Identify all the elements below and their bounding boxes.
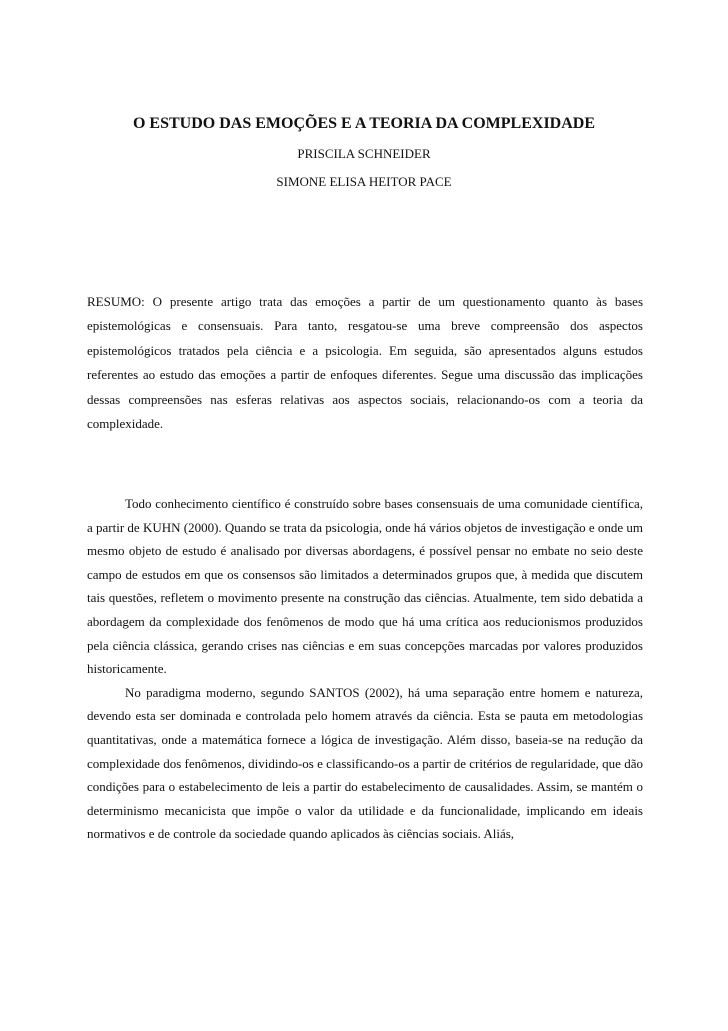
- body-paragraph: No paradigma moderno, segundo SANTOS (2002), há uma separação entre homem e natureza, devendo esta ser dominada e controlada pelo homem através da ciência. Esta se pauta em metodologias quantitativas, onde a matemática fornece a lógica de investigação. Além disso, baseia-se na redução da complexidade dos fenômenos, dividindo-os e classificando-os a partir de critérios de regularidade, que dão condições para o estabelecimento de leis a partir do estabelecimento de causalidades. Assim, se mantém o determinismo mecanicista que impõe o valor da utilidade e da funcionalidade, implicando em ideais normativos e de controle da sociedade quando aplicados às ciências sociais. Aliás,: [87, 684, 643, 842]
- body-paragraph: Todo conhecimento científico é construído sobre bases consensuais de uma comunidade científica, a partir de KUHN (2000). Quando se trata da psicologia, onde há vários objetos de investigação e onde um mesmo objeto de estudo é analisado por diversas abordagens, é possível pensar no embate no seio deste campo de estudos em que os consensos são limitados a determinados grupos que, à medida que discutem tais questões, refletem o movimento presente na construção das ciências. Atualmente, tem sido debatida a abordagem da complexidade dos fenômenos de modo que há uma crítica aos reducionismos produzidos pela ciência clássica, gerando crises nas ciências e em suas concepções marcadas por valores produzidos historicamente.: [87, 496, 643, 677]
- paper-title: O ESTUDO DAS EMOÇÕES E A TEORIA DA COMPLEXIDADE: [132, 115, 595, 132]
- body-text: [87, 492, 643, 846]
- author-name: SIMONE ELISA HEITOR PACE: [276, 174, 452, 189]
- abstract: RESUMO: O presente artigo trata das emoções a partir de um questionamento quanto às bases epistemológicas e consensuais. Para tanto, resgatou-se uma breve compreensão dos aspectos epistemológicos tratados pela ciência e a psicologia. Em seguida, são apresentados alguns estudos referentes ao estudo das emoções a partir de enfoques diferentes. Segue uma discussão das implicações dessas compreensões nas esferas relativas aos aspectos sociais, relacionando-os com a teoria da complexidade.: [87, 294, 643, 432]
- author-name: PRISCILA SCHNEIDER: [297, 146, 431, 161]
